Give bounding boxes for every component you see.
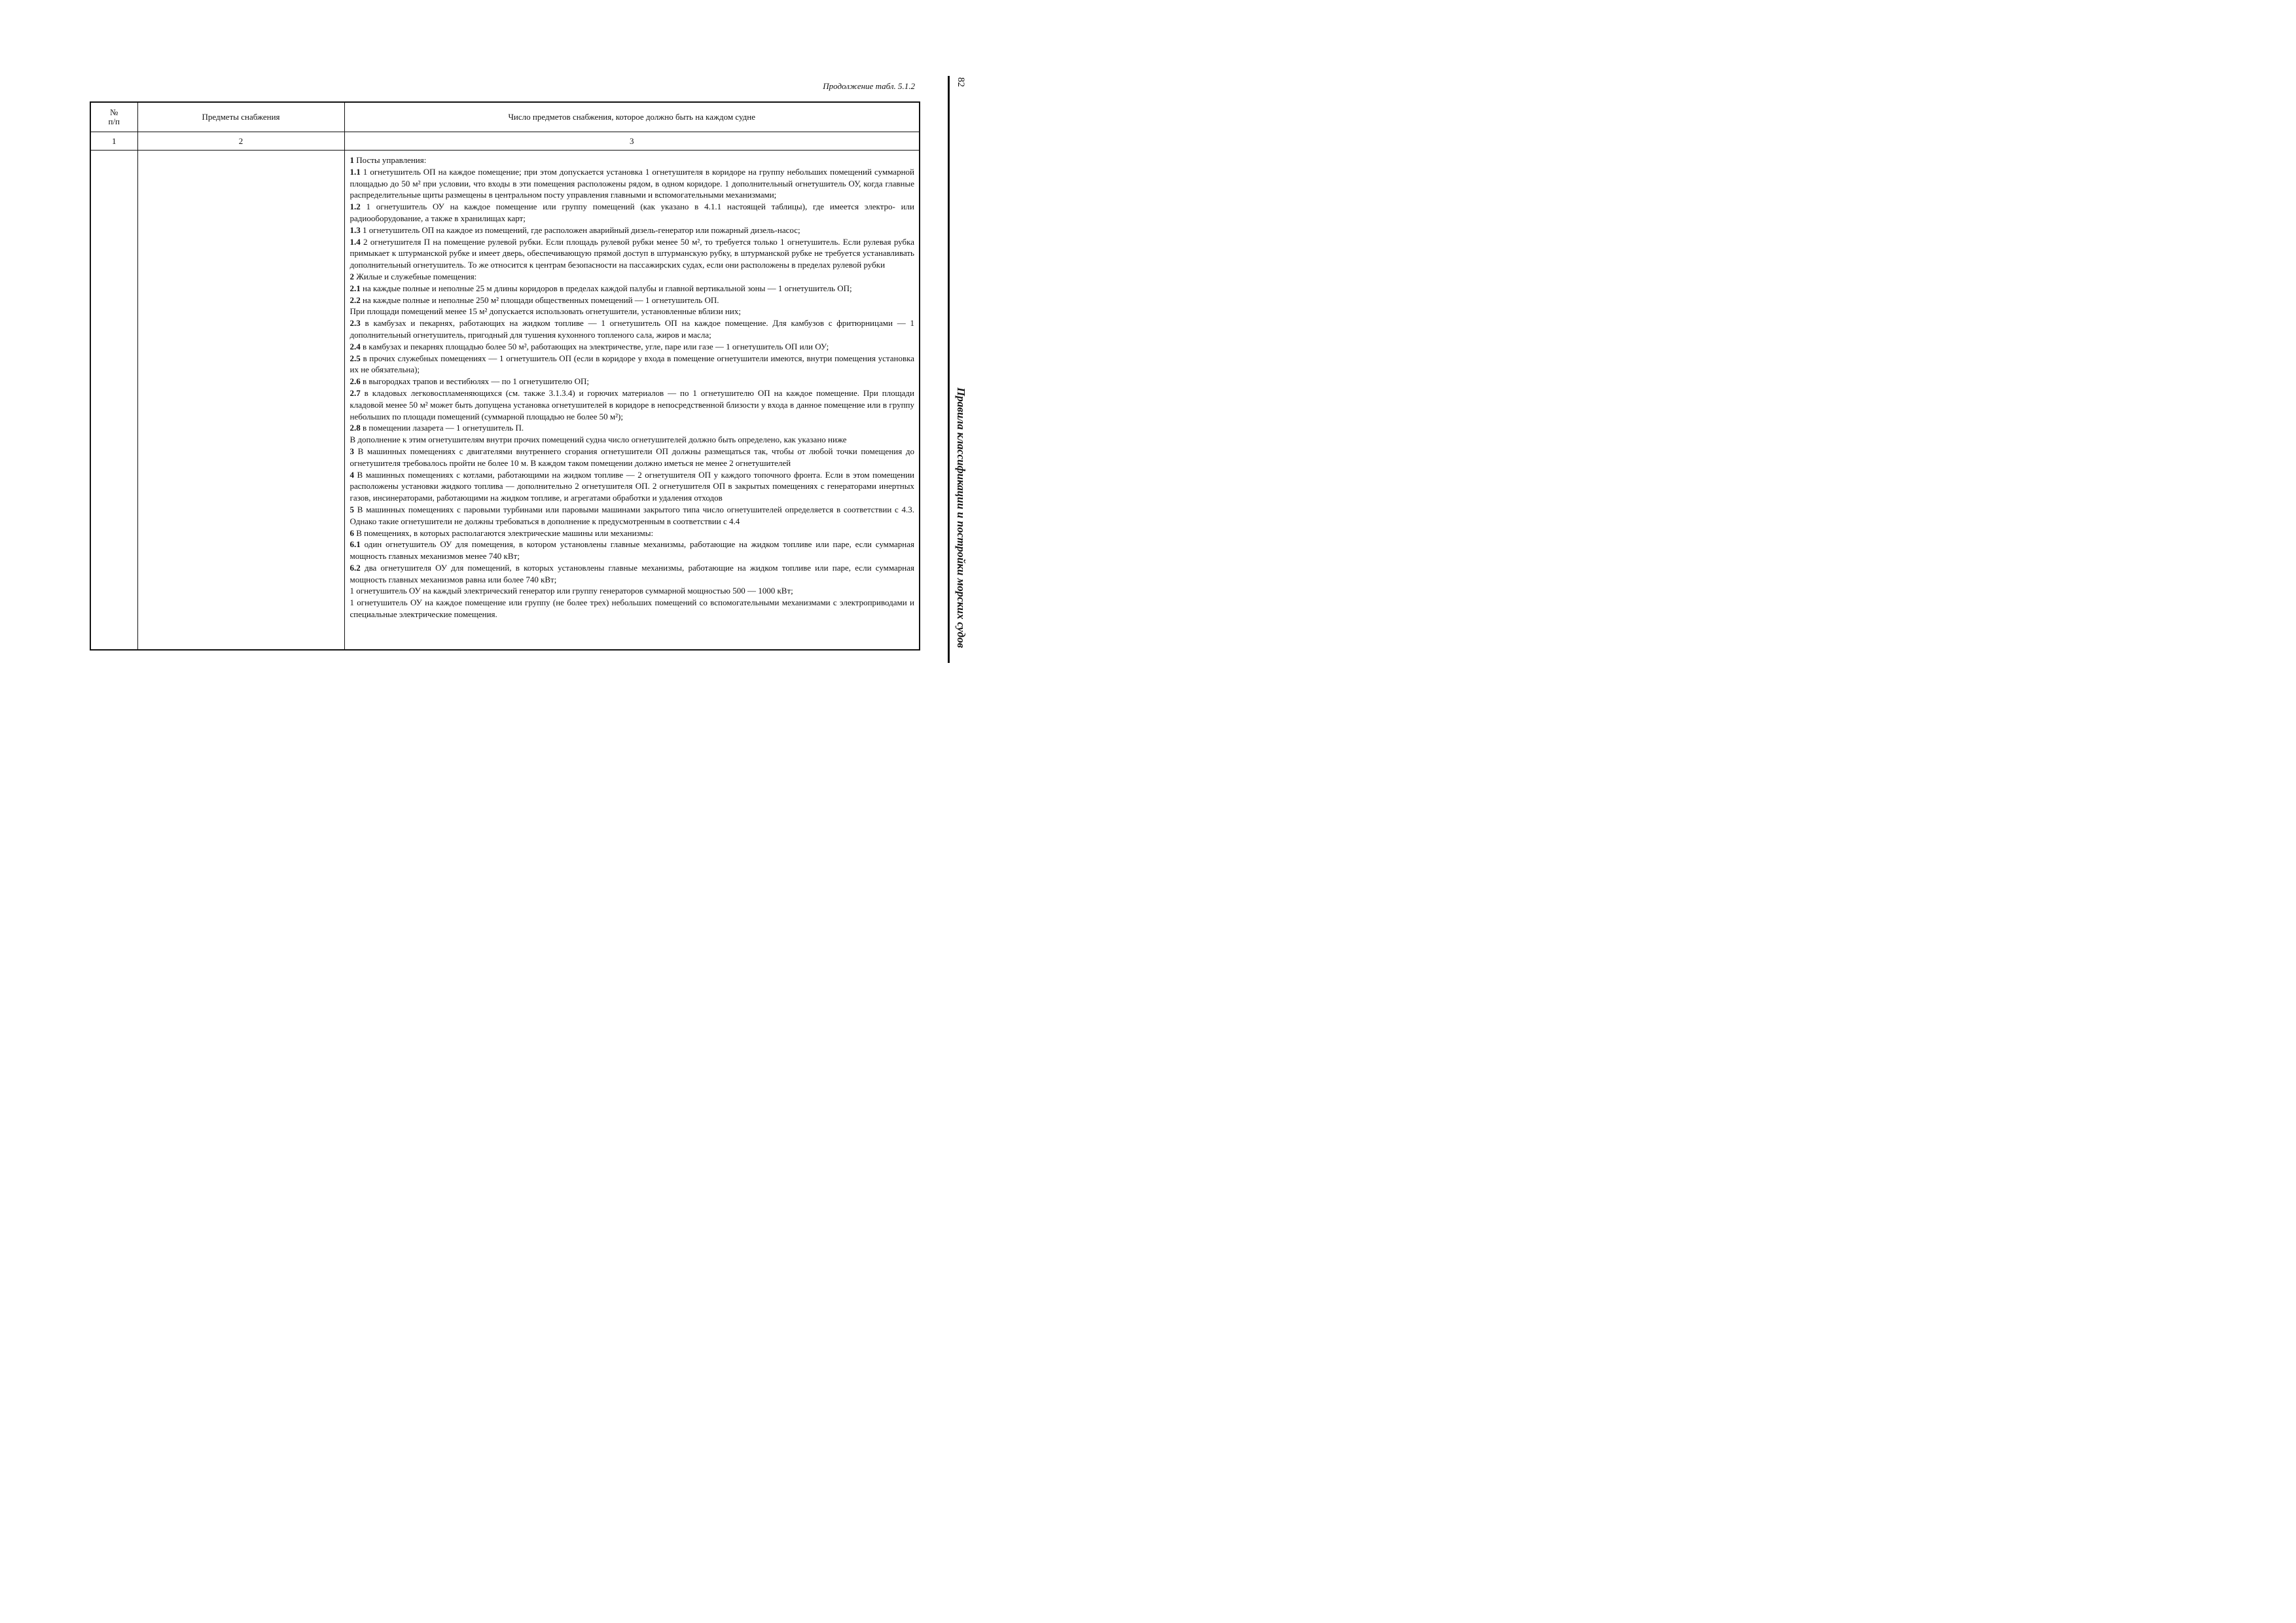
clause-text: Посты управления:: [354, 155, 427, 165]
clause-text: в кладовых легковоспламеняющихся (см. также 3.1.3.4) и горючих материалов — по 1 огнетушителю ОП на каждое помещение. При площади кладовой менее 50 м² может быть допущена установка огнетушителей в коридоре в непосредственной близости у входа в данное помещение или в группу небольших по площади помещений (суммарной площадью не более 50 м²);: [350, 387, 914, 421]
requirement-paragraph: [350, 306, 915, 317]
requirement-paragraph: [350, 353, 915, 376]
clause-text: 1 огнетушитель ОУ на каждое помещение или группу помещений (как указано в 4.1.1 настоящей таблицы), где имеется электро- или радиооборудование, а также в хранилищах карт;: [350, 202, 914, 223]
requirement-paragraph: [350, 422, 915, 434]
clause-text: в выгородках трапов и вестибюлях — по 1 огнетушителю ОП;: [360, 376, 589, 387]
column-number-2: 2: [137, 132, 344, 151]
clause-text: В машинных помещениях с паровыми турбинами или паровыми машинами закрытого типа число огнетушителей определяется в соответствии с 4.3. Однако такие огнетушители не должны требоваться в дополнение к предусмотренным в соответствии с 4.4: [350, 504, 914, 526]
requirement-paragraph: [350, 154, 915, 166]
requirement-paragraph: [350, 294, 915, 306]
clause-number: 2: [350, 271, 354, 281]
column-header-number-line2: п/п: [108, 116, 120, 126]
requirement-paragraph: [350, 539, 915, 562]
clause-text: на каждые полные и неполные 25 м длины коридоров в пределах каждой палубы и главной вертикальной зоны — 1 огнетушитель ОП;: [360, 283, 852, 293]
clause-number: 2.2: [350, 294, 361, 305]
requirement-paragraph: [350, 317, 915, 341]
clause-text: в камбузах и пекарнях, работающих на жидком топливе — 1 огнетушитель ОП на каждое помещение. Для камбузов с фритюрницами — 1 дополнительный огнетушитель, пригодный для тушения кухонного топленого сала, жиров и масла;: [350, 318, 914, 340]
requirement-paragraph: [350, 166, 915, 201]
clause-number: 6.2: [350, 562, 361, 573]
requirement-paragraph: [350, 504, 915, 527]
clause-number: 2.7: [350, 387, 361, 398]
clause-text: в прочих служебных помещениях — 1 огнетушитель ОП (если в коридоре у входа в помещение огнетушители имеются, внутри помещения установка их не обязательна);: [350, 353, 914, 375]
clause-number: 5: [350, 504, 354, 514]
clause-number: 1.1: [350, 166, 361, 177]
column-header-quantity: Число предметов снабжения, которое должно быть на каждом судне: [344, 102, 920, 132]
side-rule: [948, 76, 950, 663]
row-quantity-cell: [344, 151, 920, 651]
clause-text: Жилые и служебные помещения:: [354, 271, 477, 281]
requirement-paragraph: [350, 283, 915, 294]
clause-number: 2.8: [350, 423, 361, 433]
clause-number: 2.5: [350, 353, 361, 363]
clause-number: 1.4: [350, 236, 361, 247]
clause-number: 2.1: [350, 283, 361, 293]
clause-number: 2.6: [350, 376, 361, 387]
requirement-paragraph: [350, 376, 915, 387]
requirement-paragraph: [350, 224, 915, 236]
table-row: [90, 151, 920, 651]
clause-number: 2.4: [350, 341, 361, 351]
requirement-paragraph: [350, 597, 915, 620]
clause-text: При площади помещений менее 15 м² допускается использовать огнетушители, установленные вблизи них;: [350, 306, 741, 317]
table-continuation-caption: Продолжение табл. 5.1.2: [823, 81, 915, 91]
clause-number: 3: [350, 446, 354, 456]
column-number-1: 1: [90, 132, 137, 151]
column-header-number: [90, 102, 137, 132]
column-number-row: [90, 132, 920, 151]
requirement-paragraph: [350, 562, 915, 586]
row-number-cell: [90, 151, 137, 651]
clause-text: 1 огнетушитель ОП на каждое помещение; при этом допускается установка 1 огнетушителя в коридоре на группу небольших помещений суммарной площадью до 50 м² при условии, что входы в эти помещения расположены рядом, в одном коридоре. 1 дополнительный огнетушитель ОУ, когда главные распределительные щиты размещены в центральном посту управления главными и вспомогательными механизмами;: [350, 166, 914, 200]
clause-text: один огнетушитель ОУ для помещения, в котором установлены главные механизмы, работающие на жидком топливе или паре, если суммарная мощность главных механизмов менее 740 кВт;: [350, 539, 914, 562]
clause-text: В машинных помещениях с котлами, работающими на жидком топливе — 2 огнетушителя ОП у каждого топочного фронта. Если в этом помещении расположены установки жидкого топлива — дополнительно 2 огнетушителя ОП. 2 огнетушителя ОП в закрытых помещениях с генераторами инертных газов, инсинераторами, работающими на жидком топливе, и агрегатами обработки и удаления отходов: [350, 469, 914, 503]
clause-text: В помещениях, в которых располагаются электрические машины или механизмы:: [354, 527, 654, 538]
clause-number: 6.1: [350, 539, 361, 550]
clause-number: 1.2: [350, 202, 361, 212]
requirement-paragraph: [350, 341, 915, 353]
running-title: Правила классификации и постройки морских судов: [955, 387, 967, 649]
table-header-row: [90, 102, 920, 132]
requirement-paragraph: [350, 236, 915, 271]
requirement-paragraph: [350, 469, 915, 504]
row-items-cell: [137, 151, 344, 651]
requirement-paragraph: [350, 434, 915, 446]
clause-text: В дополнение к этим огнетушителям внутри прочих помещений судна число огнетушителей должно быть определено, как указано ниже: [350, 435, 847, 445]
clause-number: 2.3: [350, 318, 361, 329]
clause-text: 1 огнетушитель ОП на каждое из помещений, где расположен аварийный дизель-генератор или пожарный дизель-насос;: [360, 224, 800, 235]
clause-text: в помещении лазарета — 1 огнетушитель П.: [360, 423, 524, 433]
supply-table: [90, 101, 920, 651]
clause-number: 1: [350, 155, 354, 165]
clause-text: 1 огнетушитель ОУ на каждое помещение или группу (не более трех) небольших помещений со вспомогательными механизмами с электроприводами и специальные электрические помещения.: [350, 597, 914, 620]
requirement-paragraph: [350, 585, 915, 597]
page-number: 82: [956, 77, 966, 87]
clause-text: на каждые полные и неполные 250 м² площади общественных помещений — 1 огнетушитель ОП.: [360, 294, 719, 305]
requirement-paragraph: [350, 201, 915, 224]
clause-number: 6: [350, 527, 354, 538]
requirement-paragraph: [350, 527, 915, 539]
clause-text: 2 огнетушителя П на помещение рулевой рубки. Если площадь рулевой рубки менее 50 м², то требуется только 1 огнетушитель. Если рулевая рубка примыкает к штурманской рубке и имеет дверь, обеспечивающую прямой доступ в штурманскую рубку, в штурманской рубке не требуется устанавливать дополнительный огнетушитель. То же относится к центрам безопасности на пассажирских судах, если они расположены в пределах рулевой рубки: [350, 236, 914, 270]
clause-text: в камбузах и пекарнях площадью более 50 м², работающих на электричестве, угле, паре или газе — 1 огнетушитель ОП или ОУ;: [360, 341, 829, 351]
requirement-paragraph: [350, 387, 915, 422]
column-header-items: Предметы снабжения: [137, 102, 344, 132]
clause-number: 4: [350, 469, 354, 480]
clause-text: 1 огнетушитель ОУ на каждый электрический генератор или группу генераторов суммарной мощностью 500 — 1000 кВт;: [350, 586, 793, 596]
clause-text: В машинных помещениях с двигателями внутреннего сгорания огнетушители ОП должны размещаться так, чтобы от любой точки помещения до огнетушителя требовалось пройти не более 10 м. В каждом таком помещении должно иметься не менее 2 огнетушителей: [350, 446, 914, 468]
requirement-paragraph: [350, 271, 915, 283]
requirement-paragraph: [350, 446, 915, 469]
column-header-number-line1: №: [110, 107, 118, 117]
column-number-3: 3: [344, 132, 920, 151]
clause-number: 1.3: [350, 224, 361, 235]
clause-text: два огнетушителя ОУ для помещений, в которых установлены главные механизмы, работающие на жидком топливе или паре, если суммарная мощность главных механизмов равна или более 740 кВт;: [350, 562, 914, 584]
